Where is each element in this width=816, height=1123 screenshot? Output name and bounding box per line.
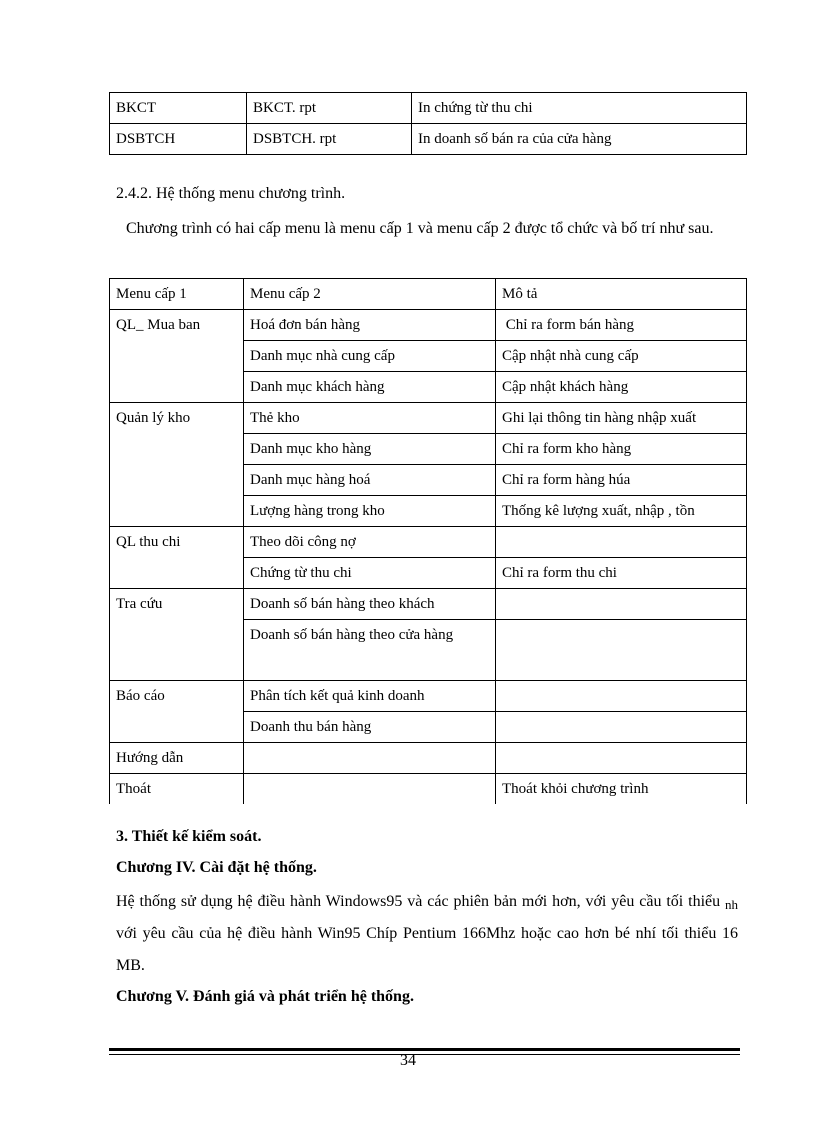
description-cell [496,681,747,712]
description-cell [496,743,747,774]
description-cell: Thống kê lượng xuất, nhập , tồn [496,496,747,527]
chapter-5-heading: Chương V. Đánh giá và phát triển hệ thống. [116,988,414,1005]
table-row [110,681,747,712]
description-cell: Cập nhật khách hàng [496,372,747,403]
description-cell: Ghi lại thông tin hàng nhập xuất [496,403,747,434]
table-row [110,403,747,434]
section-heading-menu: 2.4.2. Hệ thống menu chương trình. [116,185,346,202]
chapter-4-heading: Chương IV. Cài đặt hệ thống. [116,859,317,876]
table-row [110,774,747,805]
menu-level1-cell: Quản lý kho [110,403,244,527]
menu-level2-cell: Doanh thu bán hàng [244,712,496,743]
menu-level1-cell: Tra cứu [110,589,244,681]
menu-level2-cell: Hoá đơn bán hàng [244,310,496,341]
description-cell [496,712,747,743]
description-cell: Thoát khỏi chương trình [496,774,747,805]
menu-level1-cell: QL thu chi [110,527,244,589]
table-cell: BKCT [110,93,247,124]
menu-level2-cell [244,774,496,805]
description-cell [496,527,747,558]
table-cell: DSBTCH. rpt [247,124,412,155]
paragraph-small-text: nh [725,897,738,912]
menu-level2-cell: Doanh số bán hàng theo cửa hàng [244,620,496,681]
menu-level2-cell: Lượng hàng trong kho [244,496,496,527]
chapter-4-paragraph [116,886,738,982]
menu-level2-cell: Danh mục kho hàng [244,434,496,465]
description-cell: Chỉ ra form bán hàng [496,310,747,341]
table-cell: BKCT. rpt [247,93,412,124]
menu-level2-cell: Thẻ kho [244,403,496,434]
menu-level2-cell: Doanh số bán hàng theo khách [244,589,496,620]
paragraph-text: Hệ thống sử dụng hệ điều hành Windows95 và các phiên bản mới hơn, với yêu cầu tối thiểu [116,893,725,910]
table-row [110,743,747,774]
description-cell: Chỉ ra form kho hàng [496,434,747,465]
table-row [110,124,747,155]
menu-table [109,278,747,804]
table-cell: In chứng từ thu chi [412,93,747,124]
table-cell: In doanh số bán ra của cửa hàng [412,124,747,155]
description-cell [496,589,747,620]
menu-level1-cell: Hướng dẫn [110,743,244,774]
menu-level1-cell: Thoát [110,774,244,805]
menu-level2-cell: Danh mục hàng hoá [244,465,496,496]
description-cell: Cập nhật nhà cung cấp [496,341,747,372]
page-number: 34 [400,1052,416,1069]
menu-level2-cell: Danh mục nhà cung cấp [244,341,496,372]
paragraph-text: với yêu cầu của hệ điều hành Win95 Chíp Pentium 166Mhz hoặc cao hơn bé nhí tối thiểu 16 MB. [116,925,738,974]
menu-level2-cell: Chứng từ thu chi [244,558,496,589]
table-header-row [110,279,747,310]
description-cell [496,620,747,681]
table-row [110,93,747,124]
description-cell: Chỉ ra form thu chi [496,558,747,589]
menu-level1-cell: Báo cáo [110,681,244,743]
column-header: Menu cấp 2 [244,279,496,310]
menu-level2-cell [244,743,496,774]
menu-level2-cell: Theo dõi công nợ [244,527,496,558]
description-cell: Chỉ ra form hàng húa [496,465,747,496]
menu-level2-cell: Phân tích kết quả kinh doanh [244,681,496,712]
table-row [110,589,747,620]
intro-paragraph: Chương trình có hai cấp menu là menu cấp 1 và menu cấp 2 được tổ chức và bố trí như sau. [126,220,714,237]
table-row [110,527,747,558]
menu-level2-cell: Danh mục khách hàng [244,372,496,403]
footer-rule-thick [109,1048,740,1051]
column-header: Mô tả [496,279,747,310]
column-header: Menu cấp 1 [110,279,244,310]
section-heading-control: 3. Thiết kế kiểm soát. [116,828,262,845]
report-files-table [109,92,747,155]
menu-level1-cell: QL_ Mua ban [110,310,244,403]
table-row [110,310,747,341]
table-cell: DSBTCH [110,124,247,155]
